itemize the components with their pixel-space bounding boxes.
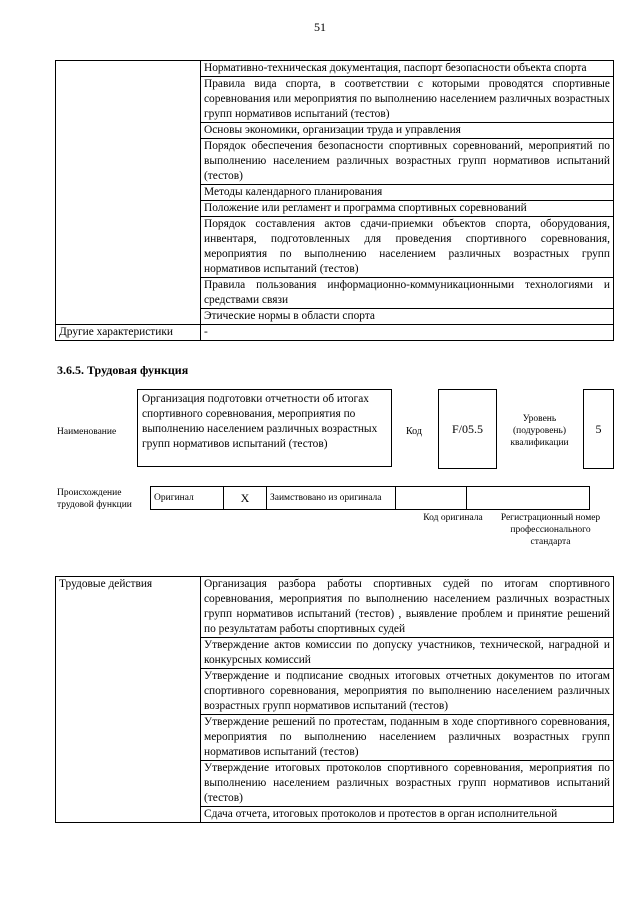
- knowledge-item: Нормативно-техническая документация, паспорт безопасности объекта спорта: [201, 61, 614, 77]
- level-label: Уровень (подуровень) квалификации: [510, 414, 569, 448]
- knowledge-item: Методы календарного планирования: [201, 185, 614, 201]
- knowledge-table: [55, 60, 614, 341]
- table-row: [56, 61, 614, 77]
- original-label: Оригинал: [151, 487, 224, 510]
- page-number: 51: [314, 20, 326, 34]
- borrowed-label: Заимствовано из оригинала: [267, 487, 396, 510]
- table-cell-empty: [56, 61, 201, 325]
- original-mark: X: [224, 487, 267, 510]
- labor-action-item: Утверждение актов комиссии по допуску участников, технической, наградной и конкурсных комиссий: [201, 638, 614, 669]
- origin-label: Происхождение трудовой функции: [57, 488, 132, 510]
- knowledge-item: Порядок составления актов сдачи-приемки объектов спорта, оборудования, инвентаря, подготовленных для проведения спортивного соревнования, мероприятия по выполнению населением различных возрастных групп нормативов испытаний (тестов): [201, 217, 614, 278]
- knowledge-item: Этические нормы в области спорта: [201, 309, 614, 325]
- origin-table: [150, 486, 590, 510]
- other-characteristics-label: Другие характеристики: [56, 325, 201, 341]
- labor-action-item: Утверждение и подписание сводных итоговых отчетных документов по итогам спортивного соревнования, мероприятия по выполнению населением различных возрастных групп нормативов испытаний (тестов): [201, 669, 614, 715]
- reg-number-cell: [467, 487, 590, 510]
- labor-action-item: Организация разбора работы спортивных судей по итогам спортивного соревнования, мероприятия по выполнению населением различных возрастных групп нормативов испытаний (тестов) , выявление проблем и принятие решений по результатам работы спортивных судей: [201, 577, 614, 638]
- knowledge-item: Правила вида спорта, в соответствии с которыми проводятся спортивные соревнования или мероприятия по выполнению населением различных возрастных групп нормативов испытаний (тестов): [201, 77, 614, 123]
- labor-action-item: Утверждение итоговых протоколов спортивного соревнования, мероприятия по выполнению населением различных возрастных групп нормативов испытаний (тестов): [201, 761, 614, 807]
- knowledge-item: Положение или регламент и программа спортивных соревнований: [201, 201, 614, 217]
- other-characteristics-value: -: [201, 325, 614, 341]
- section-title: 3.6.5. Трудовая функция: [57, 363, 189, 377]
- code-original-cell: [396, 487, 467, 510]
- labor-actions-label: Трудовые действия: [56, 577, 201, 823]
- function-name-box: Организация подготовки отчетности об итогах спортивного соревнования, мероприятия по выполнению населением различных возрастных групп нормативов испытаний (тестов): [137, 389, 392, 467]
- table-row: [56, 577, 614, 638]
- knowledge-item: Порядок обеспечения безопасности спортивных соревнований, мероприятий по выполнению населением различных возрастных групп нормативов испытаний (тестов): [201, 139, 614, 185]
- knowledge-item: Правила пользования информационно-коммуникационными технологиями и средствами связи: [201, 278, 614, 309]
- level-value-box: 5: [583, 389, 614, 469]
- labor-action-item: Сдача отчета, итоговых протоколов и протестов в орган исполнительной: [201, 807, 614, 823]
- code-label: Код: [406, 426, 422, 437]
- code-original-label: Код оригинала: [423, 513, 483, 523]
- knowledge-item: Основы экономики, организации труда и управления: [201, 123, 614, 139]
- reg-number-label: Регистрационный номер профессионального стандарта: [500, 513, 601, 547]
- table-row: [151, 487, 590, 510]
- code-value-box: F/05.5: [438, 389, 497, 469]
- table-row: [56, 325, 614, 341]
- name-label: Наименование: [57, 427, 117, 437]
- labor-actions-table: [55, 576, 614, 823]
- labor-action-item: Утверждение решений по протестам, поданным в ходе спортивного соревнования, мероприятия по выполнению населением различных возрастных групп нормативов испытаний (тестов): [201, 715, 614, 761]
